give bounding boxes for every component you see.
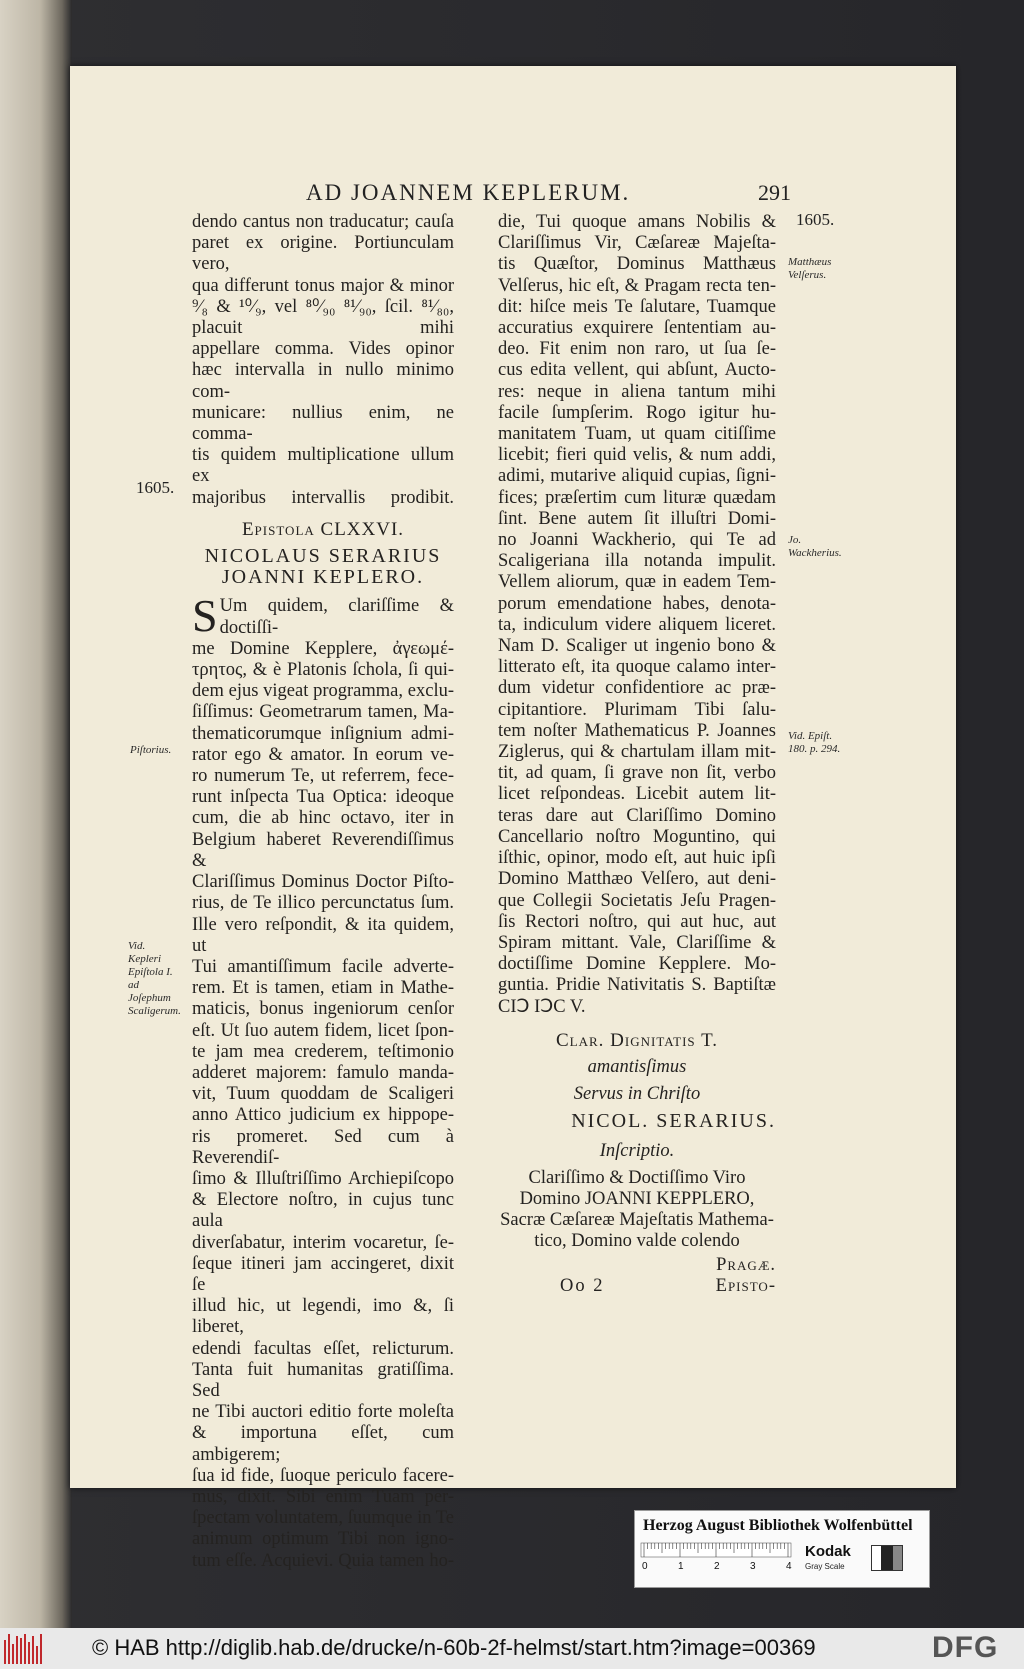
text-line: facile ſumpſerim. Rogo igitur hu-	[498, 402, 776, 423]
signature-mark: Oo 2	[560, 1275, 605, 1296]
text-line: tit, ad quam, ſi grave non ſit, verbo	[498, 763, 776, 784]
text-line: rius, de Te illico percunctatus ſum.	[192, 893, 454, 914]
text-line: ⁹⁄₈ & ¹⁰⁄₉, vel ⁸⁰⁄₉₀ ⁸¹⁄₉₀, ſcil. ⁸¹⁄₈₀, placuit mihi	[192, 296, 454, 339]
text-line: tis quidem multiplicatione ullum ex	[192, 445, 454, 487]
text-line: cum, die ab hinc octavo, iter in	[192, 808, 454, 829]
text-line: que Collegii Societatis Jeſu Pragen-	[498, 890, 776, 911]
right-column	[498, 212, 776, 1298]
scale-number: 3	[750, 1561, 756, 1572]
text-line: qua differunt tonus major & minor	[192, 275, 454, 296]
text-line: τρητος, & è Platonis ſchola, ſi qui-	[192, 660, 454, 681]
text-line: Spiram mittant. Vale, Clariſſime &	[498, 932, 776, 953]
text-line: ſint. Bene autem ſit illuſtri Domi-	[498, 508, 776, 529]
text-line: adimi, mutarive aliquid cupias, ſigni-	[498, 466, 776, 487]
text-line: CIↃ IↃC V.	[498, 996, 586, 1017]
text-line: municare: nullius enim, ne comma-	[192, 402, 454, 445]
text-line: Vellem aliorum, quæ in eadem Tem-	[498, 572, 776, 593]
text-line: manitatem Tuam, ut quam citiſſime	[498, 424, 776, 445]
text-line: Tui amantiſſimum facile adverte-	[192, 956, 454, 977]
address-pragae: Pragæ.	[716, 1254, 776, 1275]
text-line: deo. Fit enim non raro, ut ſua ſe-	[498, 339, 776, 360]
text-line: Nam D. Scaliger ut ingenio bono &	[498, 636, 776, 657]
margin-note-pistorius: Piſtorius.	[130, 744, 172, 756]
text-line: anno Attico judicium ex hippope-	[192, 1105, 454, 1126]
text-line: vit, Tuum quoddam de Scaligeri	[192, 1084, 454, 1105]
text-line: adderet majorem: famulo manda-	[192, 1062, 454, 1083]
address-line: Domino JOANNI KEPPLERO,	[519, 1188, 755, 1209]
text-line: ro numerum Te, ut referrem, fece-	[192, 766, 454, 787]
text-line: ſiſſimus: Geometrarum tamen, Ma-	[192, 702, 454, 723]
margin-year-left: 1605.	[136, 478, 175, 497]
gray-scale-label: Gray Scale	[805, 1562, 845, 1571]
text-line: appellare comma. Vides opinor	[192, 339, 454, 360]
text-line: cus edita vellent, qui abſunt, Aucto-	[498, 360, 776, 381]
scale-number: 2	[714, 1561, 720, 1572]
text-line: te jam mea crederem, teſtimonio	[192, 1041, 454, 1062]
ruler-scale	[641, 1543, 791, 1573]
text-line: litterato eſt, ita quoque calamo inter-	[498, 657, 776, 678]
text-line: Cancellario noſtro Moguntino, qui	[498, 826, 776, 847]
page-number: 291	[758, 180, 791, 205]
text-line: Belgium haberet Reverendiſſimus &	[192, 829, 454, 871]
text-line: & importuna eſſet, cum ambigerem;	[192, 1423, 454, 1465]
address-line: Clariſſimo & Doctiſſimo Viro	[528, 1167, 746, 1188]
text-line: animum optimum Tibi non igno-	[192, 1529, 454, 1550]
right-column-text	[498, 212, 776, 1018]
text-line: thematicorumque inſignium admi-	[192, 723, 454, 744]
text-line: majoribus intervallis prodibit.	[192, 487, 454, 508]
text-line: dem ejus vigeat programma, exclu-	[192, 681, 454, 702]
letter-sender: NICOLAUS SERARIUS	[204, 545, 442, 568]
margin-year-top: 1605.	[796, 210, 835, 229]
closing-dignitatis: Clar. Dignitatis T.	[555, 1029, 719, 1051]
scale-number: 1	[678, 1561, 684, 1572]
text-line: ſimo & Illuſtriſſimo Archiepiſcopo	[192, 1168, 454, 1189]
text-line: teras dare aut Clariſſimo Domino	[498, 805, 776, 826]
text-line: die, Tui quoque amans Nobilis &	[498, 212, 776, 232]
text-line: dit: hiſce meis Te ſalutare, Tuamque	[498, 296, 776, 317]
letter-recipient: JOANNI KEPLERO.	[221, 566, 425, 589]
text-line: ſua id fide, ſuoque periculo facere-	[192, 1465, 454, 1486]
adjacent-page-edge	[0, 0, 72, 1628]
text-line: maticis, bonus ingeniorum cenſor	[192, 999, 454, 1020]
text-line: hæc intervalla in nullo minimo com-	[192, 360, 454, 402]
text-line: ne Tibi auctori editio forte moleſta	[192, 1402, 454, 1423]
page-footer-marks	[498, 1276, 776, 1298]
text-line: paret ex origine. Portiunculam vero,	[192, 233, 454, 275]
margin-note-vid-epist: Vid. Epiſt. 180. p. 294.	[788, 730, 841, 755]
drop-cap: S	[192, 590, 218, 642]
text-line: Clariſſimus Dominus Doctor Piſto-	[192, 872, 454, 893]
text-line: dendo cantus non traducatur; cauſa	[192, 212, 454, 232]
gray-swatch	[871, 1545, 903, 1571]
signature: NICOL. SERARIUS.	[571, 1110, 776, 1133]
text-line: ta, indiculum videre aliquem liceret.	[498, 614, 776, 635]
text-line: porum emendatione habes, denota-	[498, 593, 776, 614]
scale-number: 4	[786, 1561, 792, 1572]
text-line: guntia. Pridie Nativitatis S. Baptiſtæ	[498, 975, 776, 996]
letter-body-left	[192, 590, 454, 1571]
closing-amantissimus: amantisſimus	[587, 1056, 687, 1077]
text-line: no Joanni Wackherio, qui Te ad	[498, 530, 776, 551]
text-line: tem noſter Mathematicus P. Joannes	[498, 720, 776, 741]
text-line: iſthic, opinor, modo eſt, aut huic ipſi	[498, 848, 776, 869]
inscriptio-address	[498, 1168, 776, 1253]
text-line: res: neque in aliena tantum mihi	[498, 381, 776, 402]
page-header	[70, 180, 956, 210]
address-line: Sacræ Cæſareæ Majeſtatis Mathema-	[500, 1210, 774, 1231]
text-line: tis Quæſtor, Dominus Matthæus	[498, 254, 776, 275]
text-line: licebit; fieri quid velis, & num addi,	[498, 445, 776, 466]
text-line: Um quidem, clariſſime & doctiſſi-	[219, 596, 454, 638]
text-line: doctiſſime Domine Kepplere. Mo-	[498, 954, 776, 975]
text-line: Ille vero reſpondit, & ita quidem, ut	[192, 914, 454, 956]
left-column-body-text	[192, 590, 454, 1571]
text-line: fices; præſertim cum lituræ quædam	[498, 487, 776, 508]
left-column-top-text	[192, 212, 454, 509]
text-line: illud hic, ut legendi, imo &, ſi liberet,	[192, 1296, 454, 1338]
text-line: ſis Rectori noſtro, qui aut huc, aut	[498, 911, 776, 932]
text-line: diverſabatur, interim vocaretur, ſe-	[192, 1232, 454, 1253]
footer-url-link[interactable]: © HAB http://diglib.hab.de/drucke/n-60b-2f-helmst/start.htm?image=00369	[92, 1635, 816, 1660]
text-line: tum eſſe. Acquievi. Quia tamen ho-	[192, 1550, 454, 1571]
hab-barcode-icon	[4, 1634, 48, 1664]
text-line: dum videtur confidentiore ac præ-	[498, 678, 776, 699]
library-name: Herzog August Bibliothek Wolfenbüttel	[643, 1517, 913, 1534]
kodak-brand: Kodak	[805, 1543, 851, 1560]
margin-note-wackherius: Jo. Wackherius.	[788, 534, 842, 559]
text-line: licet reſpondeas. Licebit autem lit-	[498, 784, 776, 805]
text-line: runt inſpecta Tua Optica: ideoque	[192, 787, 454, 808]
footer-bar	[0, 1628, 1024, 1669]
text-line: rem. Et is tamen, etiam in Mathe-	[192, 978, 454, 999]
text-line: me Domine Kepplere, ἀγεωμέ-	[192, 638, 454, 659]
text-line: & Electore noſtro, in cujus tunc aula	[192, 1190, 454, 1232]
inscriptio-heading: Inſcriptio.	[599, 1140, 675, 1161]
closing-servus: Servus in Chriſto	[573, 1084, 701, 1105]
text-line: Tanta fuit humanitas gratiſſima. Sed	[192, 1359, 454, 1401]
running-title: AD JOANNEM KEPLERUM.	[306, 180, 631, 205]
text-line: ſpectam voluntatem, ſuumque in Te	[192, 1508, 454, 1529]
library-label	[634, 1510, 930, 1588]
text-line: accuratius exquirere ſententiam au-	[498, 318, 776, 339]
text-line: Clariſſimus Vir, Cæſareæ Majeſta-	[498, 233, 776, 254]
text-line: edendi facultas eſſet, relicturum.	[192, 1338, 454, 1359]
catchword: Episto-	[715, 1275, 776, 1296]
dfg-logo: DFG	[932, 1631, 999, 1664]
text-line: mus, dixit. Sibi enim Tuam per-	[192, 1486, 454, 1507]
text-line: eſt. Ut ſuo autem fidem, licet ſpon-	[192, 1020, 454, 1041]
margin-note-vid-kepleri: Vid. Kepleri Epiſtola I. ad Joſephum Scaligerum.	[128, 940, 181, 1017]
text-line: Scaligeriana illa notanda impulit.	[498, 551, 776, 572]
text-line: Domino Matthæo Velſero, aut deni-	[498, 869, 776, 890]
epistola-heading: Epistola CLXXVI.	[241, 518, 405, 540]
margin-note-matthaeus: Matthæus Velſerus.	[788, 256, 832, 281]
text-line: Velſerus, hic eſt, & Pragam recta ten-	[498, 275, 776, 296]
scale-number: 0	[642, 1561, 648, 1572]
text-line: ris promeret. Sed cum à Reverendiſ-	[192, 1126, 454, 1168]
text-line: rator ego & amator. In eorum ve-	[192, 744, 454, 765]
text-line: Ziglerus, qui & chartulam illam mit-	[498, 742, 776, 763]
left-column	[192, 212, 454, 1572]
address-line: tico, Domino valde colendo	[534, 1231, 740, 1252]
text-line: ſeque itineri jam accingeret, dixit ſe	[192, 1253, 454, 1295]
text-line: cipitantiore. Plurimam Tibi ſalu-	[498, 699, 776, 720]
